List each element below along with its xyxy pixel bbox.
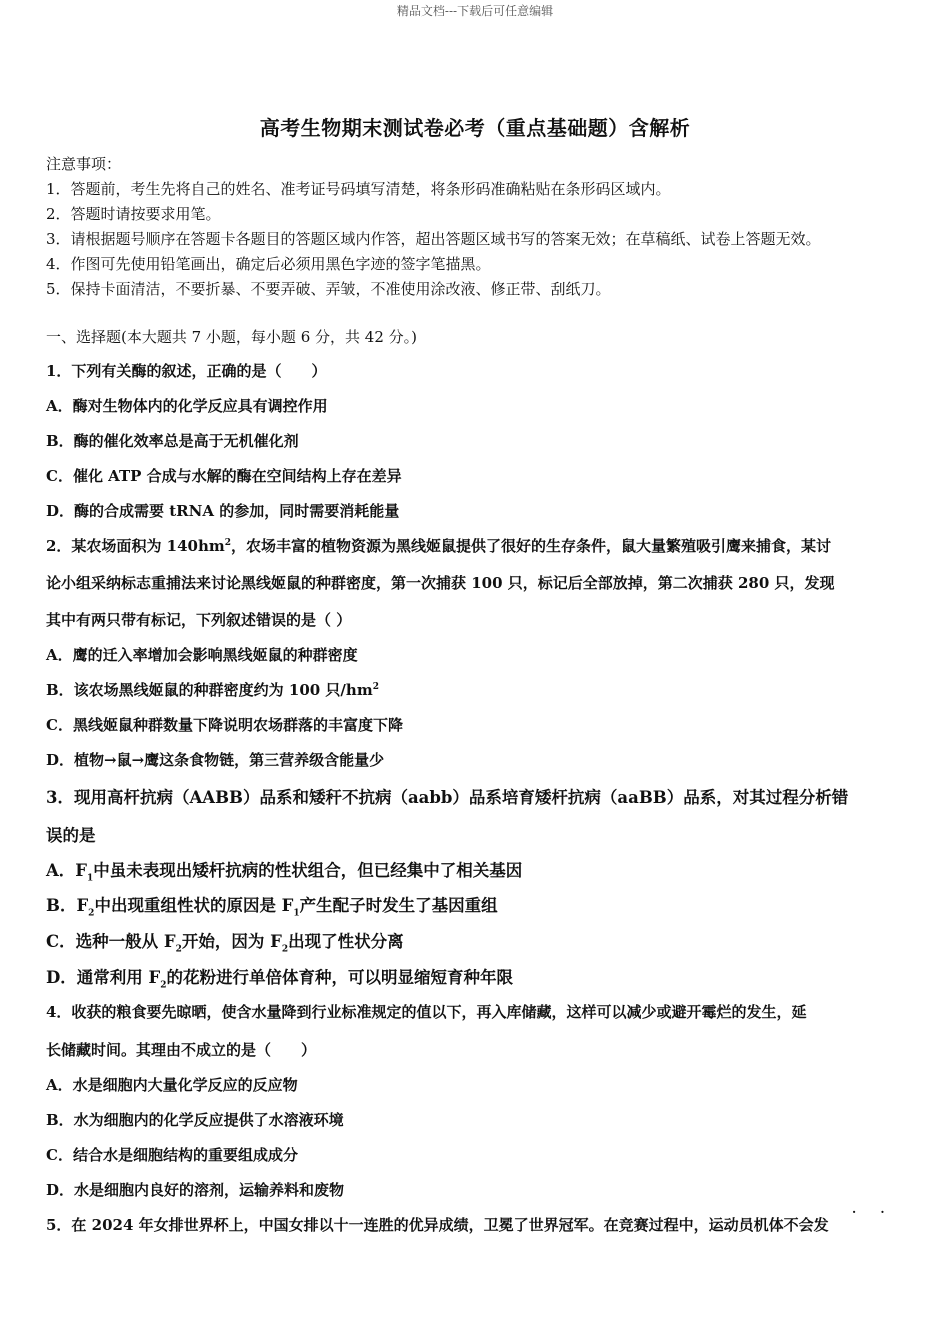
note-item: 2．答题时请按要求用笔。 [46,205,221,223]
q1-stem: 1．下列有关酶的叙述，正确的是（ ） [46,362,327,380]
q3-d-part: D．通常利用 F [46,968,161,987]
q2-option-d: D．植物→鼠→鹰这条食物链，第三营养级含能量少 [46,751,385,769]
note-item: 5．保持卡面清洁，不要折暴、不要弄破、弄皱，不准使用涂改液、修正带、刮纸刀。 [46,280,611,298]
header-note: 精品文档---下载后可任意编辑 [396,4,554,18]
q3-stem-line1: 3．现用高杆抗病（AABB）品系和矮秆不抗病（aabb）品系培育矮杆抗病（aaBB）品系，对其过程分析错 [46,788,849,807]
q4-stem-line2: 长储藏时间。其理由不成立的是（ ） [46,1041,317,1059]
q2-stem-part: ，农场丰富的植物资源为黑线姬鼠提供了很好的生存条件，鼠大量繁殖吸引鹰来捕食，某讨 [231,537,832,555]
q3-c-part: 出现了性状分离 [288,932,404,951]
note-item: 4．作图可先使用铅笔画出，确定后必须用黑色字迹的签字笔描黑。 [46,255,491,273]
q3-d-sub: 2 [160,980,167,991]
q3-c-part: 开始，因为 F [181,932,282,951]
q3-a-sub: 1 [87,873,94,884]
emphasis-dots: · · [852,1205,895,1219]
q3-option-b [46,892,498,918]
q3-option-c [46,928,404,954]
q2-stem-line1 [46,535,831,556]
q3-b-sub: 2 [88,908,95,919]
q1-option-b: B．酶的催化效率总是高于无机催化剂 [46,432,299,450]
note-item: 1．答题前，考生先将自己的姓名、准考证号码填写清楚，将条形码准确粘贴在条形码区域内。 [46,180,671,198]
note-item: 3．请根据题号顺序在答题卡各题目的答题区域内作答，超出答题区域书写的答案无效；在草稿纸、试卷上答题无效。 [46,230,821,248]
q4-option-c: C．结合水是细胞结构的重要组成成分 [46,1146,298,1164]
q1-option-d: D．酶的合成需要 tRNA 的参加，同时需要消耗能量 [46,502,400,520]
q2-option-a: A．鹰的迁入率增加会影响黑线姬鼠的种群密度 [46,646,358,664]
q4-option-a: A．水是细胞内大量化学反应的反应物 [46,1076,298,1094]
q3-stem-line2: 误的是 [46,826,96,845]
q4-option-d: D．水是细胞内良好的溶剂，运输养料和废物 [46,1181,345,1199]
q3-c-sub: 2 [281,944,289,955]
q2-stem-sup: 2 [224,538,232,548]
q2-option-b [46,679,379,700]
q2-stem-line3: 其中有两只带有标记，下列叙述错误的是（ ） [46,611,352,629]
q1-option-c: C．催化 ATP 合成与水解的酶在空间结构上存在差异 [46,467,402,485]
q2-stem-line2: 论小组采纳标志重捕法来讨论黑线姬鼠的种群密度，第一次捕获 100 只，标记后全部放掉，第二次捕获 280 只，发现 [46,574,835,592]
q3-c-part: C．选种一般从 F [46,932,176,951]
q3-a-part: 中虽未表现出矮杆抗病的性状组合，但已经集中了相关基因 [93,861,523,880]
q1-option-a: A．酶对生物体内的化学反应具有调控作用 [46,397,328,415]
page-title: 高考生物期末测试卷必考（重点基础题）含解析 [259,116,691,140]
q4-option-b: B．水为细胞内的化学反应提供了水溶液环境 [46,1111,344,1129]
q2-option-b-sup: 2 [372,682,379,692]
notes-section [46,152,916,302]
q3-b-sub: 1 [293,908,300,919]
q3-b-part: 产生配子时发生了基因重组 [299,896,498,915]
q5-stem-line1: 5．在 2024 年女排世界杯上，中国女排以十一连胜的优异成绩，卫冕了世界冠军。在竞赛过程中，运动员机体不会发 [46,1216,829,1234]
section-heading: 一、选择题(本大题共 7 小题，每小题 6 分，共 42 分。) [46,328,417,346]
q3-b-part: 中出现重组性状的原因是 F [94,896,294,915]
q3-b-part: B．F [46,896,89,915]
q3-c-sub: 2 [175,944,182,955]
q2-option-c: C．黑线姬鼠种群数量下降说明农场群落的丰富度下降 [46,716,403,734]
q2-option-b-text: B．该农场黑线姬鼠的种群密度约为 100 只/hm [46,681,373,699]
q4-stem-line1: 4．收获的粮食要先晾晒，使含水量降到行业标准规定的值以下，再入库储藏，这样可以减少或避开霉烂的发生，延 [46,1003,807,1021]
q2-stem-part: 2．某农场面积为 140hm [46,537,225,555]
q3-d-part: 的花粉进行单倍体育种，可以明显缩短育种年限 [166,968,514,987]
q3-option-d [46,964,513,990]
q3-a-part: A．F [46,861,88,880]
q3-option-a [46,857,522,883]
notes-heading: 注意事项： [46,155,122,173]
